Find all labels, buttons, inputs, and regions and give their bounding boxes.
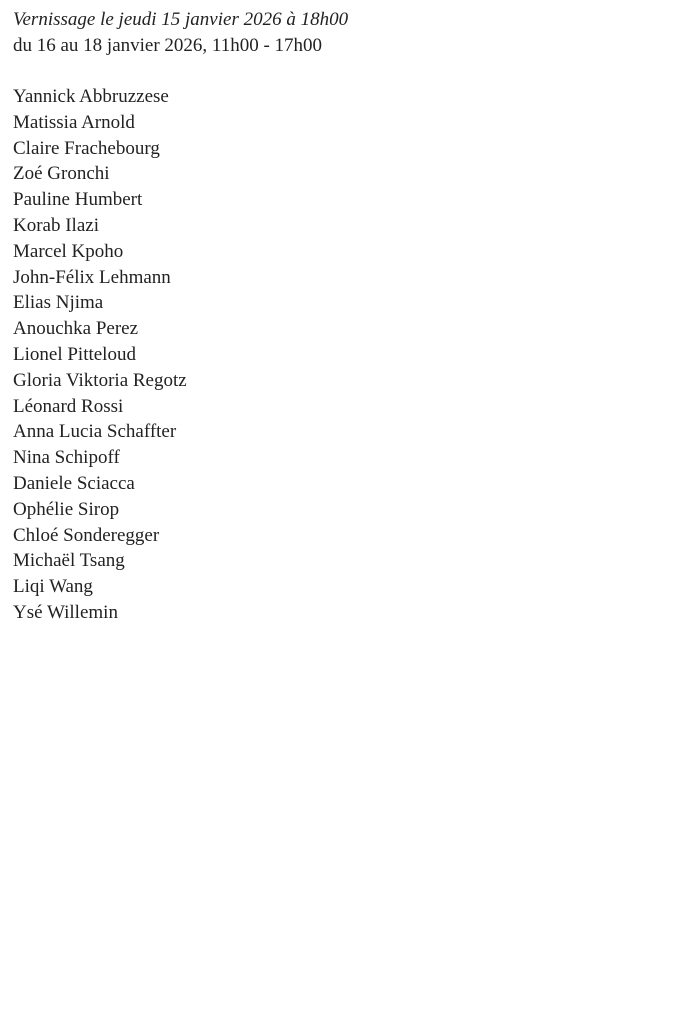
- artist-name: Zoé Gronchi: [13, 163, 110, 185]
- event-info: [13, 7, 700, 626]
- vernissage-text: Vernissage le jeudi 15 janvier 2026 à 18h00: [13, 9, 349, 30]
- artist-name: Liqi Wang: [13, 576, 93, 598]
- artist-name: Elias Njima: [13, 292, 104, 314]
- artist-name: Daniele Sciacca: [13, 472, 135, 494]
- artist-name: John-Félix Lehmann: [13, 266, 171, 288]
- artist-list: [13, 84, 700, 626]
- artist-name: Marcel Kpoho: [13, 240, 124, 262]
- artist-name: Anna Lucia Schaffter: [13, 421, 177, 443]
- artist-name: Yannick Abbruzzese: [13, 86, 169, 107]
- artist-name: Pauline Humbert: [13, 189, 143, 211]
- artist-name: Ysé Willemin: [13, 601, 118, 623]
- artist-name: Nina Schipoff: [13, 447, 120, 469]
- artist-name: Gloria Viktoria Regotz: [13, 369, 187, 391]
- artist-name: Claire Frachebourg: [13, 137, 160, 159]
- artist-name: Anouchka Perez: [13, 318, 139, 340]
- artist-name: Lionel Pitteloud: [13, 343, 136, 365]
- artist-name: Korab Ilazi: [13, 214, 99, 236]
- artist-name: Ophélie Sirop: [13, 498, 120, 520]
- artist-name: Chloé Sonderegger: [13, 524, 160, 546]
- artist-name: Matissia Arnold: [13, 111, 135, 133]
- artist-name: Léonard Rossi: [13, 395, 124, 417]
- exhibition-dates: du 16 au 18 janvier 2026, 11h00 - 17h00: [13, 35, 323, 56]
- artist-name: Michaël Tsang: [13, 550, 125, 572]
